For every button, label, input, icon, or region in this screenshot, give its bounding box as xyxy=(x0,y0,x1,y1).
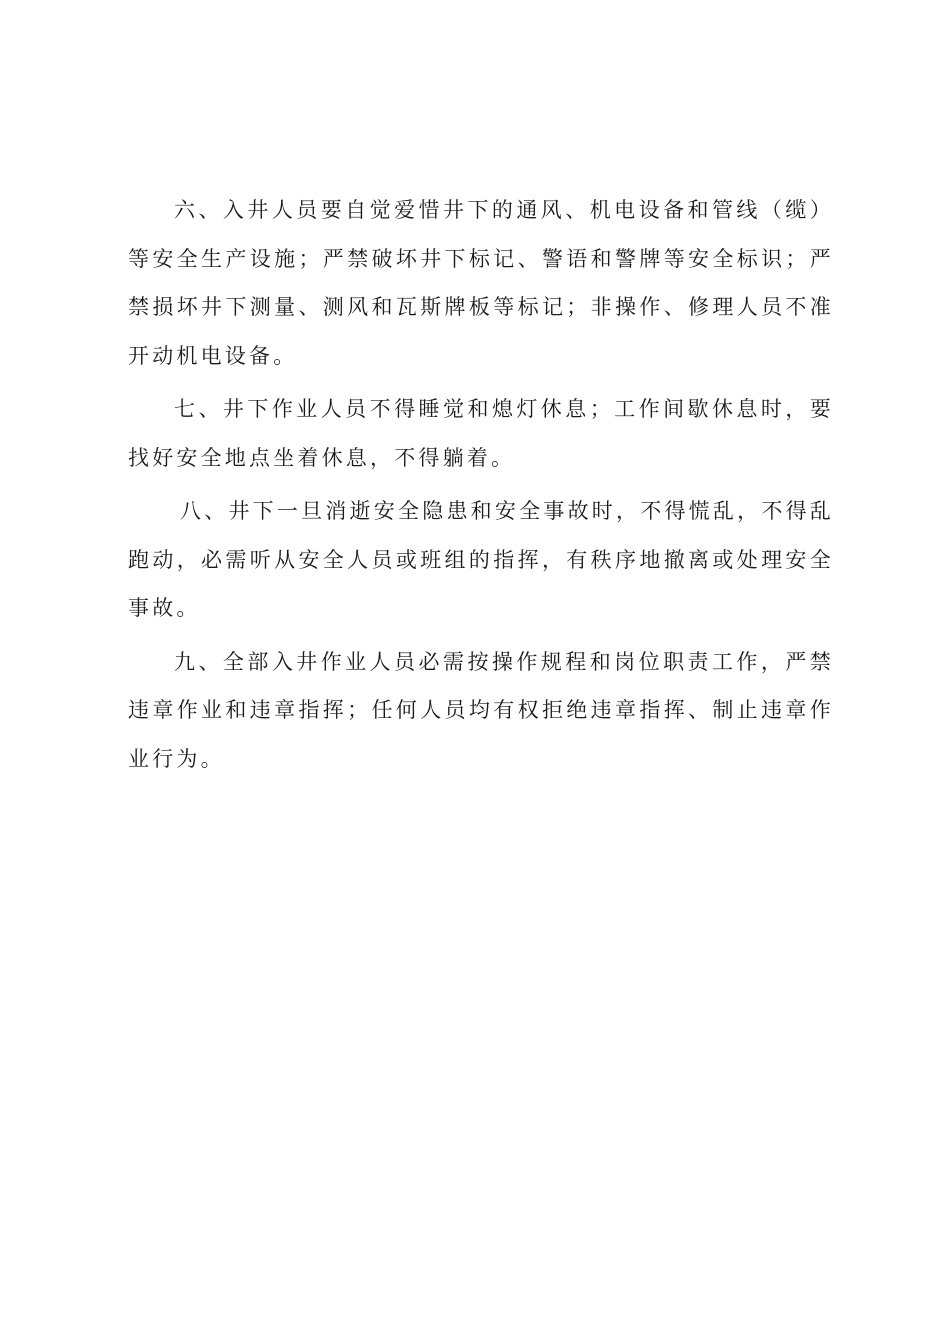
document-body xyxy=(128,186,834,788)
paragraph-eight: 八、井下一旦消逝安全隐患和安全事故时，不得慌乱，不得乱跑动，必需听从安全人员或班组的指挥，有秩序地撤离或处理安全事故。 xyxy=(128,499,834,620)
paragraph-seven: 七、井下作业人员不得睡觉和熄灯休息；工作间歇休息时，要找好安全地点坐着休息，不得躺着。 xyxy=(128,397,834,470)
paragraph-six: 六、入井人员要自觉爱惜井下的通风、机电设备和管线（缆）等安全生产设施；严禁破坏井下标记、警语和警牌等安全标识；严禁损坏井下测量、测风和瓦斯牌板等标记；非操作、修理人员不准开动机电设备。 xyxy=(128,198,834,368)
paragraph-nine: 九、全部入井作业人员必需按操作规程和岗位职责工作，严禁违章作业和违章指挥；任何人员均有权拒绝违章指挥、制止违章作业行为。 xyxy=(128,649,834,771)
